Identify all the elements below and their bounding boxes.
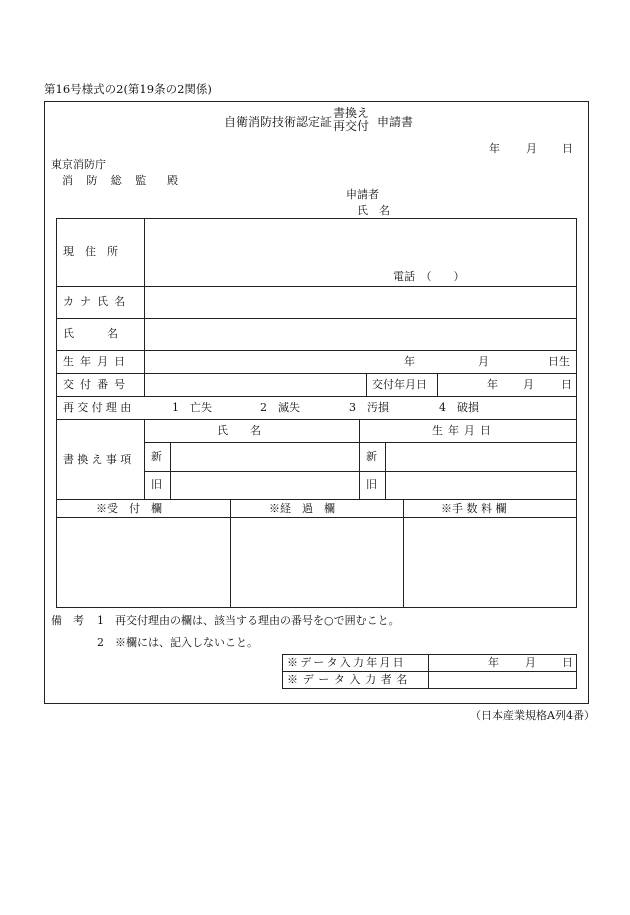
new-dob-marker: 新 bbox=[366, 450, 377, 463]
office-progress-header: ※経 過 欄 bbox=[269, 502, 335, 515]
header-day-label: 日 bbox=[562, 142, 573, 155]
col-header-dob: 生年月日 bbox=[432, 424, 496, 437]
dob-day-label: 日生 bbox=[548, 355, 570, 368]
label-phone: 電話 （ ） bbox=[393, 270, 465, 283]
new-name-marker: 新 bbox=[151, 450, 162, 463]
issue-day-label: 日 bbox=[561, 378, 572, 391]
label-rewrite-items: 書換え事項 bbox=[63, 453, 135, 466]
dob-month-label: 月 bbox=[478, 355, 489, 368]
title-option-rewrite: 書換え bbox=[333, 106, 370, 120]
data-entry-date-label: ※データ入力年月日 bbox=[287, 656, 406, 669]
label-reissue-reason: 再交付理由 bbox=[63, 401, 135, 414]
office-fee-header: ※手 数 料 欄 bbox=[441, 502, 507, 515]
reason-option-2: 2 滅失 bbox=[260, 401, 300, 414]
data-entry-day-label: 日 bbox=[562, 656, 573, 669]
header-month-label: 月 bbox=[526, 142, 537, 155]
dob-year-label: 年 bbox=[404, 355, 415, 368]
addressee-org: 東京消防庁 bbox=[51, 158, 106, 171]
applicant-label: 申請者 bbox=[346, 188, 379, 201]
data-entry-month-label: 月 bbox=[525, 656, 536, 669]
reason-option-3: 3 汚損 bbox=[349, 401, 389, 414]
notes-label: 備 考 bbox=[51, 614, 84, 627]
label-issue-date: 交付年月日 bbox=[372, 378, 427, 391]
data-entry-year-label: 年 bbox=[488, 656, 499, 669]
note-item-2: 2 ※欄には、記入しないこと。 bbox=[97, 636, 258, 649]
data-entry-person-label: ※データ入力者名 bbox=[287, 673, 412, 686]
issue-month-label: 月 bbox=[523, 378, 534, 391]
title-options bbox=[333, 107, 369, 133]
issue-year-label: 年 bbox=[487, 378, 498, 391]
header-year-label: 年 bbox=[489, 142, 500, 155]
old-name-marker: 旧 bbox=[151, 478, 162, 491]
form-title: 自衛消防技術認定証 bbox=[224, 115, 333, 129]
applicant-name-label: 氏 名 bbox=[357, 204, 390, 217]
paper-size-note: （日本産業規格A列4番） bbox=[470, 709, 595, 722]
label-address: 現 住 所 bbox=[63, 245, 118, 258]
title-suffix: 申請書 bbox=[377, 115, 414, 129]
reason-option-1: 1 亡失 bbox=[172, 401, 212, 414]
label-name: 氏 名 bbox=[63, 327, 118, 340]
title-option-reissue: 再交付 bbox=[333, 119, 370, 133]
label-kana-name: カナ氏名 bbox=[63, 295, 132, 308]
reason-option-4: 4 破損 bbox=[439, 401, 479, 414]
col-header-name: 氏 名 bbox=[217, 424, 261, 437]
label-cert-number: 交付番号 bbox=[63, 378, 132, 391]
addressee-name: 消 防 総 監 殿 bbox=[62, 174, 184, 187]
note-item-1: 1 再交付理由の欄は、該当する理由の番号を○で囲むこと。 bbox=[97, 614, 400, 627]
office-reception-header: ※受 付 欄 bbox=[96, 502, 162, 515]
label-dob: 生年月日 bbox=[63, 355, 132, 368]
form-number: 第16号様式の2(第19条の2関係) bbox=[44, 82, 212, 96]
old-dob-marker: 旧 bbox=[366, 478, 377, 491]
